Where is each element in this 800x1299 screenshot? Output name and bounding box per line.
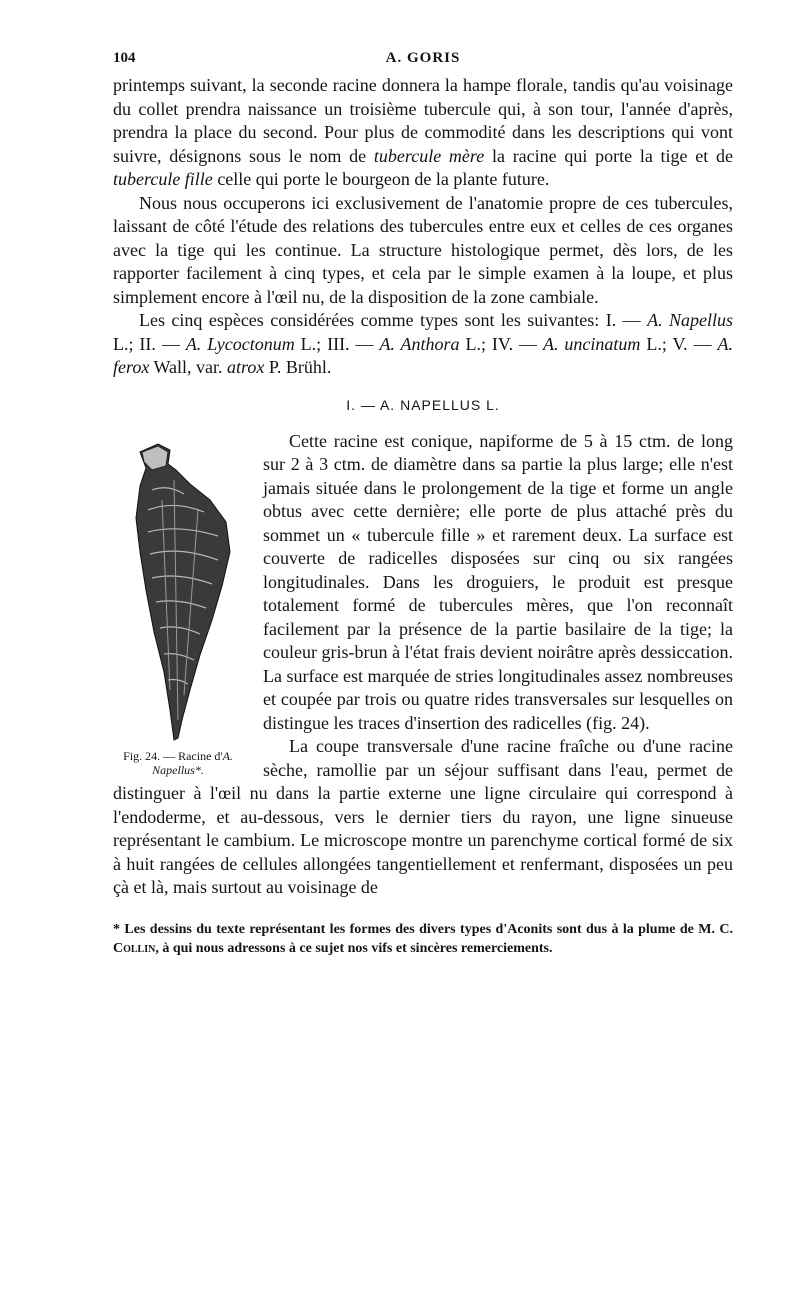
page-header xyxy=(113,40,733,74)
paragraph-intro-2: Nous nous occuperons ici exclusivement de l'anatomie propre de ces tubercules, laissant de côté l'étude des relations des tubercules entre eux et celles de ces organes avec la tige qui les continue. La structure histologique permet, dès lors, de les rapporter facilement à cinq types, et cela par le simple examen à la loupe, et plus simplement encore à l'œil nu, de la disposition de la zone cambiale. xyxy=(113,192,733,307)
page xyxy=(113,40,733,958)
paragraph-types-list: Les cinq espèces considérées comme types sont les suivantes: I. — A. Napellus L.; II. — A. Lycoctonum L.; III. — A. Anthora L.; IV. — A. uncinatum L.; V. — A. ferox Wall, var. atrox P. Brühl. xyxy=(113,310,734,377)
paragraph-intro-1: printemps suivant, la seconde racine donnera la hampe florale, tandis qu'au voisinage du collet prendra naissance un troisième tubercule qui, à son tour, l'année d'après, prendra la place du second. Pour plus de commodité dans les descriptions qui vont suivre, désignons sous le nom de tubercule mère la racine qui porte la tige et de tubercule fille celle qui porte le bourgeon de la plante future. xyxy=(113,75,733,189)
root-illustration xyxy=(118,440,238,745)
figure-24 xyxy=(103,440,253,777)
section-title: I. — A. NAPELLUS L. xyxy=(346,396,500,413)
paragraph-description: Cette racine est conique, napiforme de 5 à 15 ctm. de long sur 2 à 3 ctm. de diamètre dans sa partie la plus large; elle n'est jamais située dans le prolongement de la tige et forme un angle obtus avec cette dernière; elle porte de plus attaché près du sommet un « tubercule fille » et rarement deux. La surface est couverte de radicelles disposées sur cinq ou six rangées longitudinales. Dans les droguiers, le produit est presque totalement formé de tubercules mères, que l'on reconnaît facilement par la présence de la partie basilaire de la tige; la couleur gris-brun à l'état frais devient noirâtre après dessiccation. La surface est marquée de stries longitudinales assez nombreuses et coupée par trois ou quatre rides transversales sur lesquelles on distingue les traces d'insertion des radicelles (fig. 24). xyxy=(263,430,733,733)
running-head: A. GORIS xyxy=(385,50,461,66)
footnote: * Les dessins du texte représentant les formes des divers types d'Aconits sont dus à la plume de M. C. Collin, à qui nous adressons à ce sujet nos vifs et sincères remerciements. xyxy=(113,921,733,956)
author-name: Collin xyxy=(113,940,156,956)
term-tubercule-mere: tubercule mère xyxy=(373,145,485,166)
figure-caption: Fig. 24. — Racine d'A. Napellus*. xyxy=(123,748,233,777)
paragraph-transverse-section: La coupe transversale d'une racine fraîche ou d'une racine sèche, ramollie par un séjour suffisant dans l'eau, permet de distinguer à l'œil nu dans la partie externe une ligne circulaire qui correspond à l'endoderme, et au-dessous, vers le dernier tiers du rayon, une ligne sinueuse représentant le cambium. Le microscope montre un parenchyme cortical formé de six à huit rangées de cellules allongées tangentiellement et renfermant, disposées un peu çà et là, mais surtout au voisinage de xyxy=(113,736,733,897)
page-number: 104 xyxy=(113,50,136,66)
term-tubercule-fille: tubercule fille xyxy=(113,169,213,189)
